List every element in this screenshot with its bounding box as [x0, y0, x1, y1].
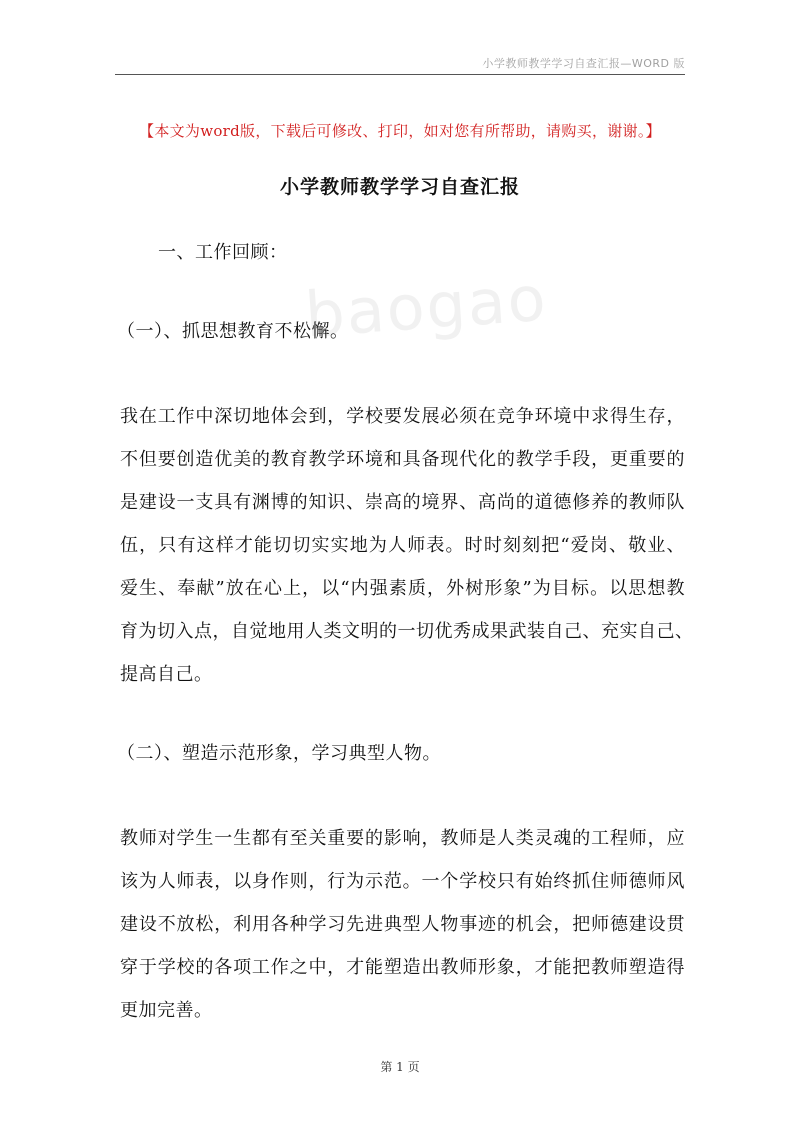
paragraph-line: 穿于学校的各项工作之中，才能塑造出教师形象，才能把教师塑造得	[120, 957, 685, 978]
running-header: 小学教师教学学习自查汇报—WORD 版	[482, 57, 685, 70]
paragraph-line: 更加完善。	[120, 1000, 213, 1021]
download-notice: 【本文为word版，下载后可修改、打印，如对您有所帮助，请购买，谢谢。】	[139, 122, 661, 140]
paragraph-line: 教师对学生一生都有至关重要的影响，教师是人类灵魂的工程师，应	[120, 828, 685, 849]
subsection-heading-1: （一）、抓思想教育不松懈。	[117, 321, 349, 342]
paragraph-line: 建设不放松，利用各种学习先进典型人物事迹的机会，把师德建设贯	[120, 914, 685, 935]
paragraph-line: 我在工作中深切地体会到，学校要发展必须在竞争环境中求得生存，	[120, 406, 685, 427]
watermark: baogao	[302, 261, 550, 352]
section-heading-review: 一、工作回顾：	[158, 242, 288, 263]
paragraph-line: 提高自己。	[120, 664, 213, 685]
paragraph-line: 不但要创造优美的教育教学环境和具备现代化的教学手段，更重要的	[120, 449, 685, 470]
header-divider	[115, 74, 685, 75]
subsection-heading-2: （二）、塑造示范形象，学习典型人物。	[117, 743, 441, 764]
paragraph-line: 伍，只有这样才能切切实实地为人师表。时时刻刻把“爱岗、敬业、	[120, 535, 685, 556]
paragraph-line: 爱生、奉献”放在心上，以“内强素质，外树形象”为目标。以思想教	[120, 578, 685, 599]
paragraph-line: 是建设一支具有渊博的知识、崇高的境界、高尚的道德修养的教师队	[120, 492, 685, 513]
document-title: 小学教师教学学习自查汇报	[279, 176, 520, 198]
paragraph-line: 育为切入点，自觉地用人类文明的一切优秀成果武装自己、充实自己、	[120, 621, 694, 642]
paragraph-line: 该为人师表，以身作则，行为示范。一个学校只有始终抓住师德师风	[120, 871, 685, 892]
page-number: 第 1 页	[380, 1060, 420, 1074]
